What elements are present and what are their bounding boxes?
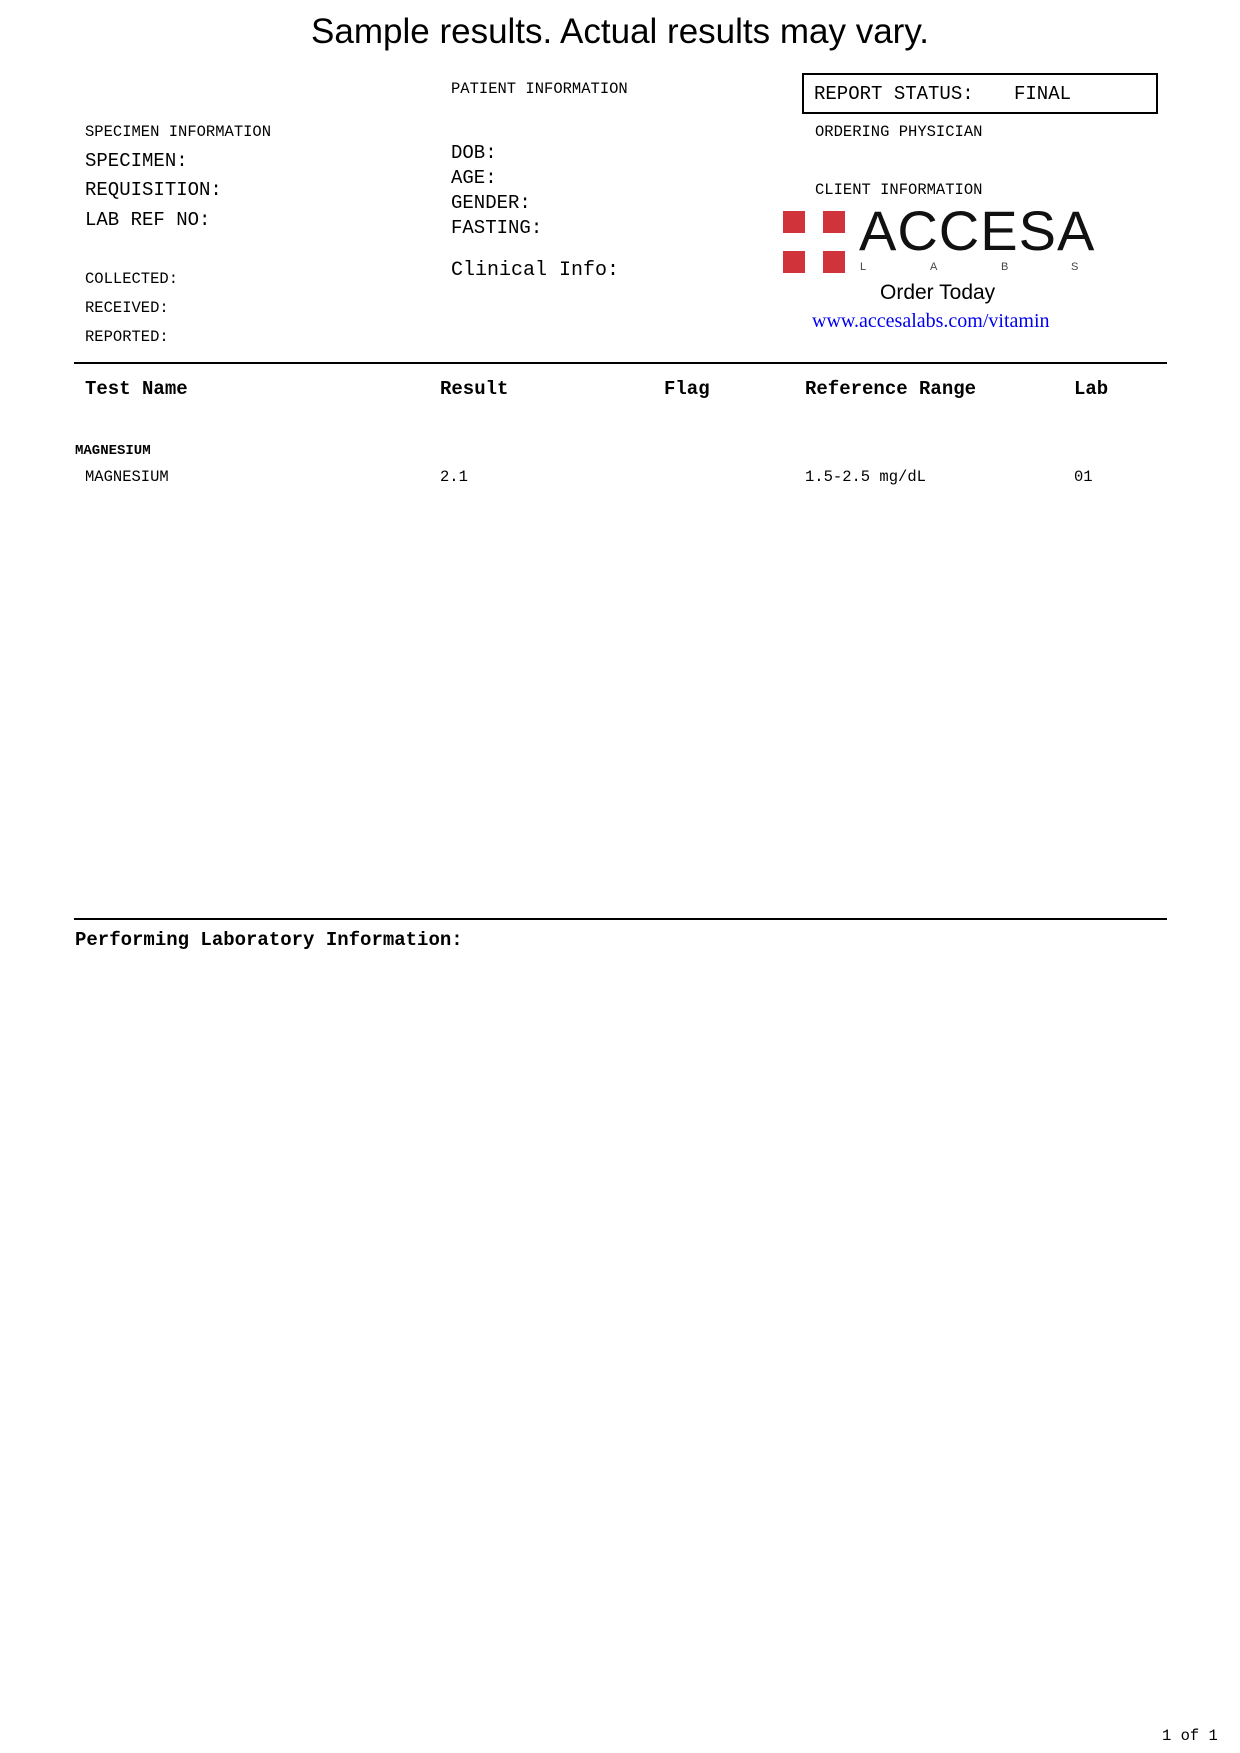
collected-label: COLLECTED: — [85, 270, 179, 288]
header-divider — [74, 362, 1167, 364]
clinical-info-label: Clinical Info: — [451, 259, 620, 282]
received-label: RECEIVED: — [85, 299, 169, 317]
lab-ref-label: LAB REF NO: — [85, 209, 211, 231]
row-lab: 01 — [1074, 468, 1093, 486]
sample-banner: Sample results. Actual results may vary. — [311, 12, 929, 51]
logo-sub-a: A — [930, 261, 938, 273]
logo-sub-b: B — [1001, 261, 1009, 273]
logo-square — [783, 211, 805, 233]
reported-label: REPORTED: — [85, 328, 169, 346]
requisition-label: REQUISITION: — [85, 179, 222, 201]
ordering-physician-heading: ORDERING PHYSICIAN — [815, 123, 983, 141]
logo-square — [823, 211, 845, 233]
logo-sub-l: L — [860, 261, 867, 273]
row-result: 2.1 — [440, 468, 468, 486]
row-test-name: MAGNESIUM — [85, 468, 169, 486]
row-reference-range: 1.5-2.5 mg/dL — [805, 468, 926, 486]
age-label: AGE: — [451, 167, 497, 189]
specimen-label: SPECIMEN: — [85, 150, 188, 172]
logo-sub-s: S — [1071, 261, 1079, 273]
specimen-info-heading: SPECIMEN INFORMATION — [85, 123, 272, 141]
patient-info-heading: PATIENT INFORMATION — [451, 80, 628, 98]
order-link[interactable]: www.accesalabs.com/vitamin — [812, 310, 1050, 332]
col-header-lab: Lab — [1074, 378, 1109, 400]
report-status-value: FINAL — [1014, 83, 1072, 105]
report-status-box — [802, 73, 1158, 114]
col-header-test-name: Test Name — [85, 378, 188, 400]
logo-wordmark: ACCESA — [859, 199, 1096, 262]
page-number: 1 of 1 — [1162, 1727, 1218, 1745]
col-header-result: Result — [440, 378, 509, 400]
order-today-text: Order Today — [880, 281, 996, 304]
col-header-flag: Flag — [664, 378, 710, 400]
test-section-heading: MAGNESIUM — [75, 443, 151, 459]
logo-square — [823, 251, 845, 273]
col-header-reference-range: Reference Range — [805, 378, 977, 400]
performing-lab-heading: Performing Laboratory Information: — [75, 929, 463, 951]
performing-lab-divider — [74, 918, 1167, 920]
logo-square — [783, 251, 805, 273]
fasting-label: FASTING: — [451, 217, 543, 239]
dob-label: DOB: — [451, 142, 497, 164]
report-status-label: REPORT STATUS: — [814, 83, 974, 105]
gender-label: GENDER: — [451, 192, 531, 214]
client-info-heading: CLIENT INFORMATION — [815, 181, 983, 199]
